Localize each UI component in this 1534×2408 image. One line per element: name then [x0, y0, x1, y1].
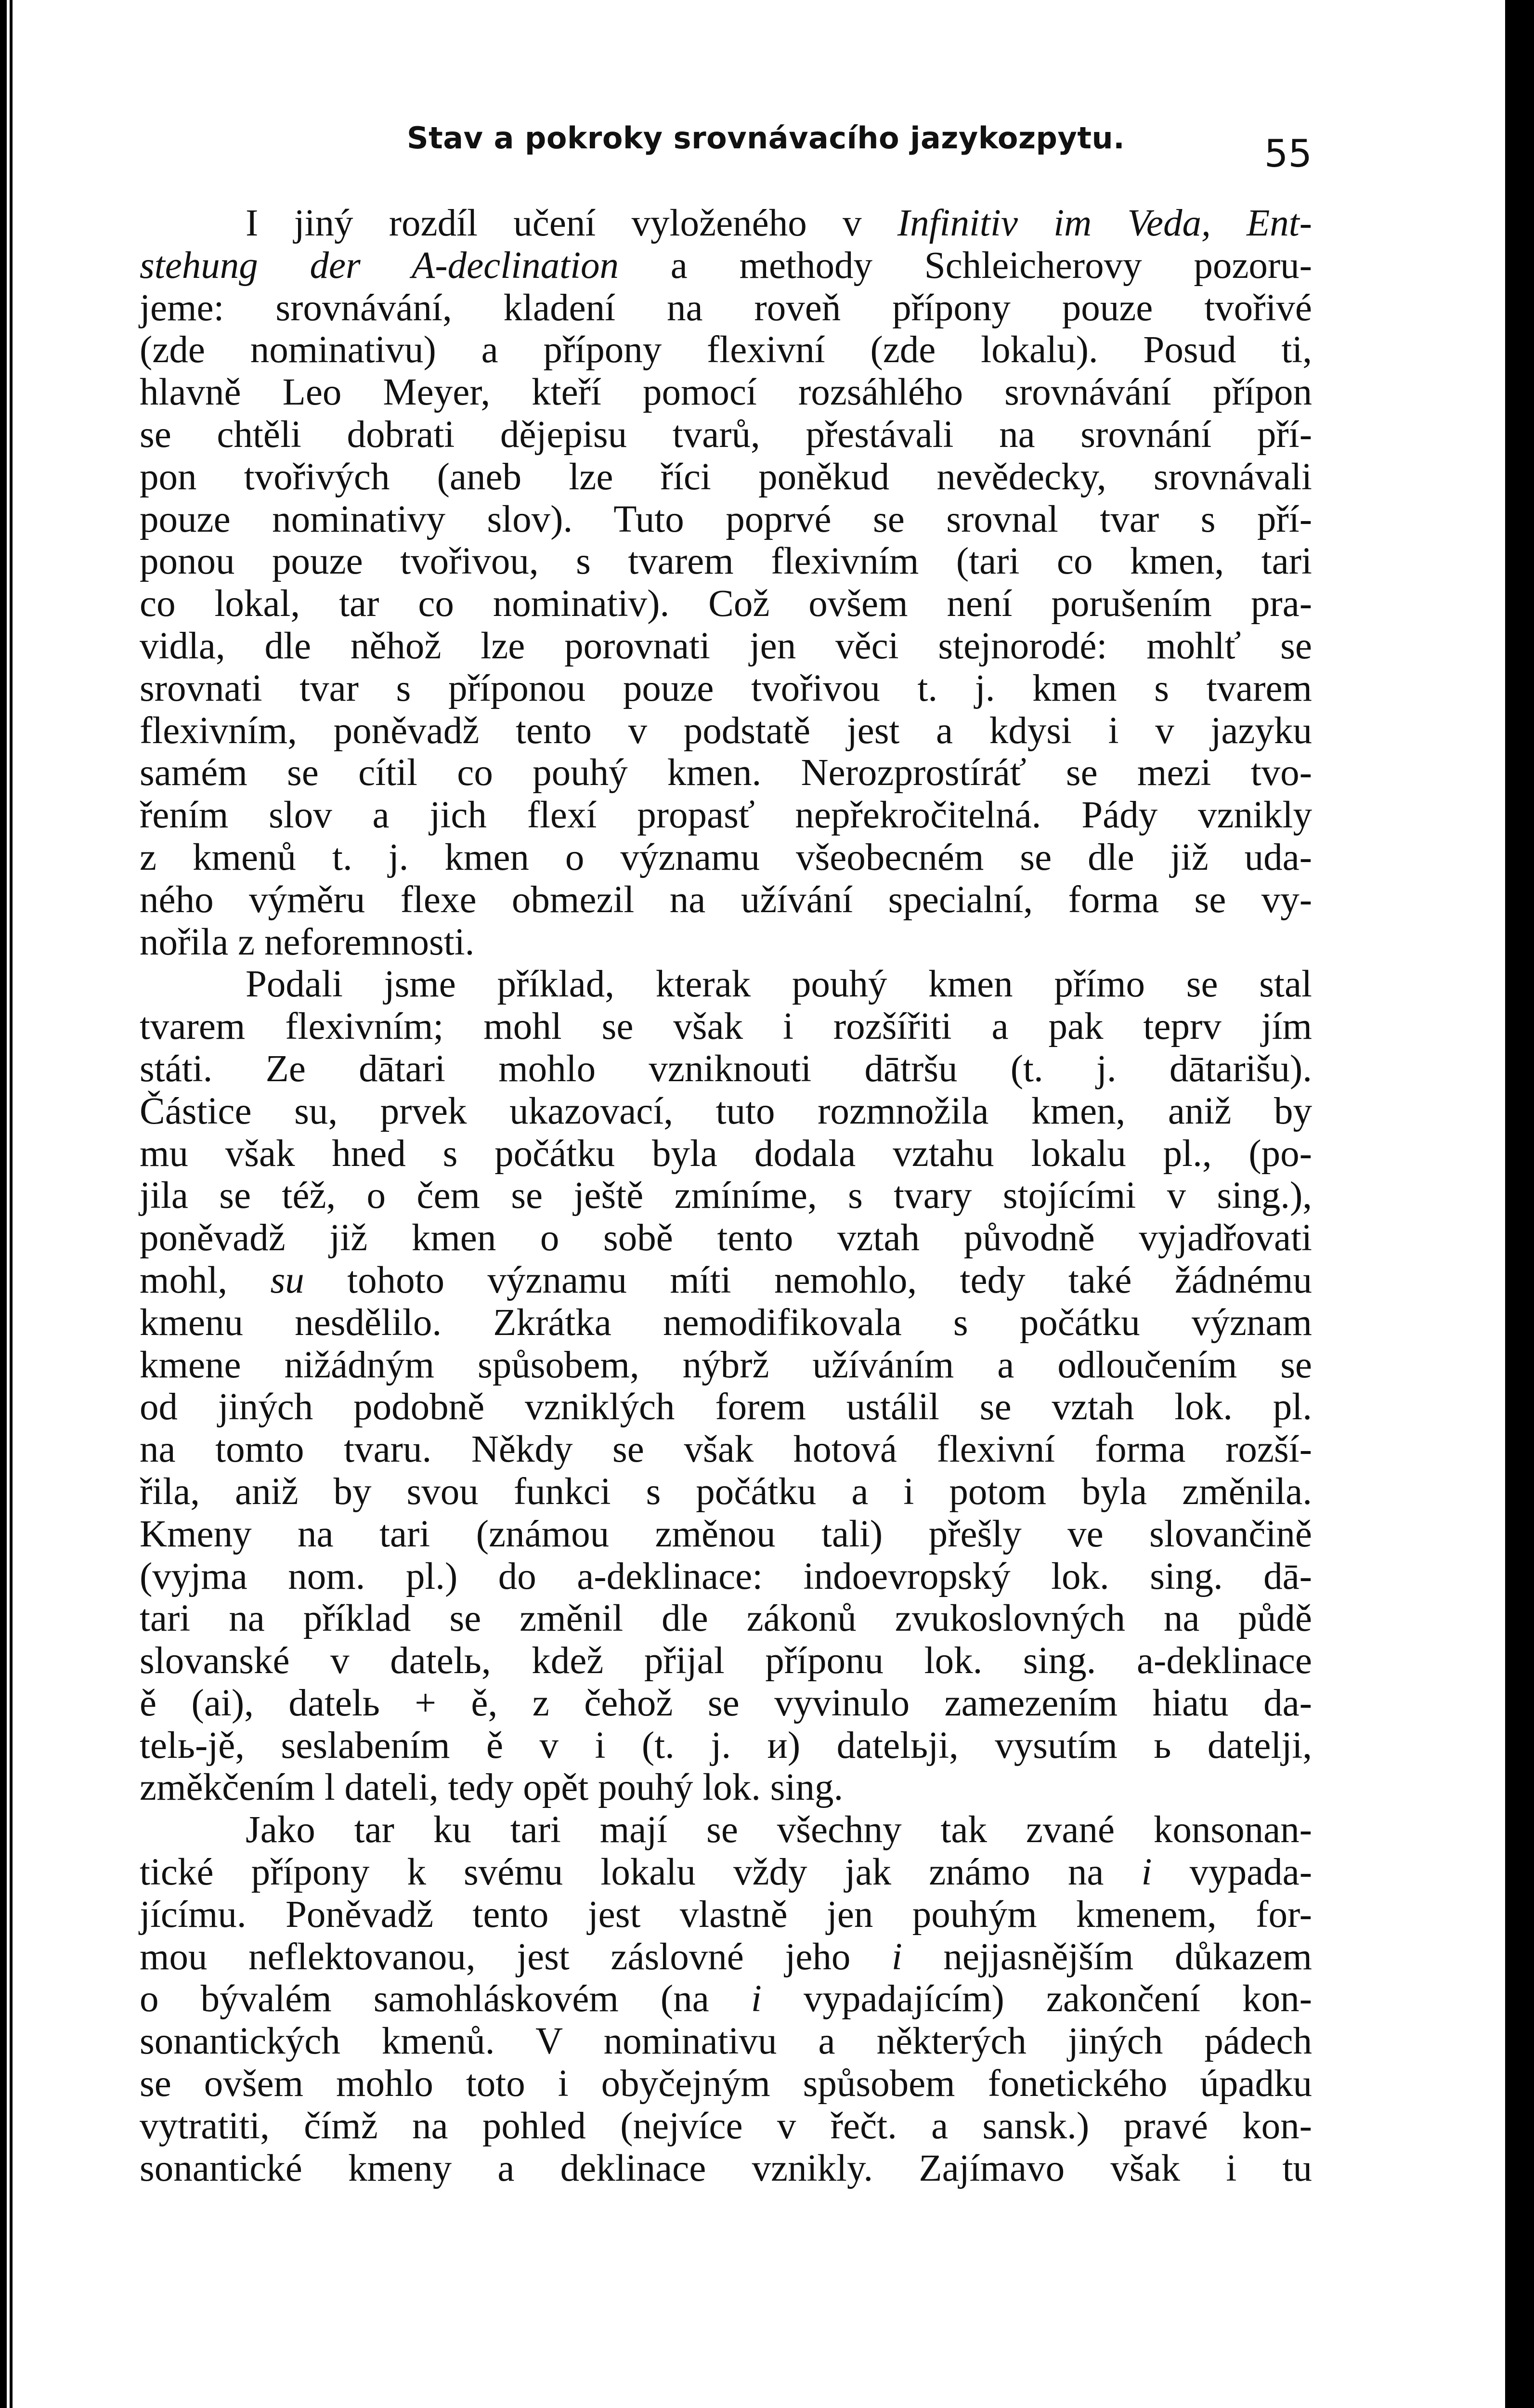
text-line [140, 1428, 1312, 1471]
text-line [140, 1386, 1312, 1428]
text-line [140, 1936, 1312, 1978]
text-run: telь-jě, seslabením ě v i (t. j. и) datelьji, vysutím ь datelji, [140, 1724, 1312, 1767]
text-run: Jako tar ku tari mají se všechny tak zvané konsonan- [246, 1809, 1312, 1851]
text-run: (vyjma nom. pl.) do a-deklinace: indoevropský lok. sing. dā- [140, 1555, 1312, 1597]
text-line [140, 837, 1312, 879]
text-run: tvarem flexivním; mohl se však i rozšířiti a pak teprv jím [140, 1006, 1312, 1048]
text-run: kmene nižádným spůsobem, nýbrž užíváním a odloučením se [140, 1344, 1312, 1386]
italic-run: i [751, 1978, 762, 2020]
text-line [140, 540, 1312, 583]
text-run: pouze nominativy slov). Tuto poprvé se srovnal tvar s pří- [140, 498, 1312, 540]
running-head: Stav a pokroky srovnávacího jazykozpytu. [407, 120, 1125, 156]
scan-edge-left [0, 0, 7, 2408]
text-line [140, 1640, 1312, 1682]
text-run: flexivním, poněvadž tento v podstatě jest a kdysi i v jazyku [140, 709, 1312, 752]
text-line [140, 879, 1312, 921]
text-line [140, 1090, 1312, 1133]
scan-edge-right [1505, 0, 1534, 2408]
italic-run: su [270, 1259, 304, 1301]
text-line [140, 1006, 1312, 1048]
text-line [140, 456, 1312, 498]
text-run: srovnati tvar s příponou pouze tvořivou t. j. kmen s tvarem [140, 667, 1312, 709]
text-line [140, 1556, 1312, 1598]
text-run: o bývalém samohláskovém (na [140, 1978, 751, 2020]
italic-run: i [1141, 1851, 1152, 1894]
text-run: Podali jsme příklad, kterak pouhý kmen přímo se stal [246, 963, 1312, 1006]
text-run: pon tvořivých (aneb lze říci poněkud nevědecky, srovnávali [140, 456, 1312, 498]
text-run: slovanské v datelь, kdež přijal příponu lok. sing. a-deklinace [140, 1640, 1312, 1682]
text-run: a methody Schleicherovy pozoru- [619, 244, 1312, 287]
text-line [140, 287, 1312, 329]
text-run: ě (ai), datelь + ě, z čehož se vyvinulo zamezením hiatu da- [140, 1682, 1312, 1724]
text-run: řením slov a jich flexí propasť nepřekročitelná. Pády vznikly [140, 794, 1312, 837]
book-page [140, 120, 1312, 2189]
text-run: co lokal, tar co nominativ). Což ovšem není porušením pra- [140, 583, 1312, 625]
text-line [140, 371, 1312, 414]
text-line [140, 1344, 1312, 1387]
text-run: ného výměru flexe obmezil na užívání specialní, forma se vy- [140, 878, 1312, 921]
text-run: sonantických kmenů. V nominativu a některých jiných pádech [140, 2020, 1312, 2063]
text-line [140, 1597, 1312, 1640]
text-run: státi. Ze dātari mohlo vzniknouti dātršu (t. j. dātarišu). [140, 1047, 1312, 1090]
text-line [140, 1809, 1312, 1851]
text-run: samém se cítil co pouhý kmen. Nerozprostíráť se mezi tvo- [140, 752, 1312, 794]
text-run: tari na příklad se změnil dle zákonů zvukoslovných na půdě [140, 1597, 1312, 1640]
text-line [140, 245, 1312, 287]
page-number: 55 [1264, 132, 1312, 176]
text-run: nořila z neforemnosti. [140, 921, 475, 963]
text-run: řila, aniž by svou funkci s počátku a i potom byla změnila. [140, 1470, 1312, 1513]
text-line [140, 583, 1312, 625]
text-run: (zde nominativu) a přípony flexivní (zde lokalu). Posud ti, [140, 329, 1312, 371]
text-run: vypada- [1152, 1851, 1313, 1894]
text-line [140, 414, 1312, 456]
text-line [140, 1725, 1312, 1767]
text-run: I jiný rozdíl učení vyloženého v [246, 202, 897, 244]
text-run: mu však hned s počátku byla dodala vztahu lokalu pl., (po- [140, 1132, 1312, 1175]
text-line [140, 1682, 1312, 1725]
text-run: jila se též, o čem se ještě zmíníme, s tvary stojícími v sing.), [140, 1175, 1312, 1217]
italic-run: i [891, 1936, 902, 1978]
text-line [140, 667, 1312, 710]
text-run: kmenu nesdělilo. Zkrátka nemodifikovala s počátku význam [140, 1301, 1312, 1344]
text-run: se ovšem mohlo toto i obyčejným spůsobem fonetického úpadku [140, 2063, 1312, 2105]
text-line [140, 1513, 1312, 1556]
text-line [140, 1894, 1312, 1936]
text-line [140, 202, 1312, 245]
italic-run: Infinitiv im Veda, Ent- [897, 202, 1312, 244]
text-run: vidla, dle něhož lze porovnati jen věci stejnorodé: mohlť se [140, 625, 1312, 667]
page-header [140, 120, 1312, 176]
text-run: vypadajícím) zakončení kon- [761, 1978, 1312, 2020]
text-line [140, 1978, 1312, 2020]
text-line [140, 2147, 1312, 2190]
text-run: jícímu. Poněvadž tento jest vlastně jen pouhým kmenem, for- [140, 1893, 1312, 1936]
text-line [140, 963, 1312, 1006]
text-run: od jiných podobně vzniklých forem ustálil se vztah lok. pl. [140, 1386, 1312, 1428]
text-line [140, 1471, 1312, 1513]
text-line [140, 498, 1312, 541]
text-run: ponou pouze tvořivou, s tvarem flexivním (tari co kmen, tari [140, 540, 1312, 583]
text-line [140, 1767, 1312, 1809]
text-line [140, 794, 1312, 837]
text-line [140, 1259, 1312, 1302]
scan-edge-left-inner [10, 0, 13, 2408]
text-run: tohoto významu míti nemohlo, tedy také žádnému [304, 1259, 1312, 1301]
text-line [140, 1851, 1312, 1894]
italic-run: stehung der A-declination [140, 244, 619, 287]
text-run: poněvadž již kmen o sobě tento vztah původně vyjadřovati [140, 1217, 1312, 1259]
text-run: mou neflektovanou, jest záslovné jeho [140, 1936, 892, 1978]
body-text [140, 202, 1312, 2189]
text-run: na tomto tvaru. Někdy se však hotová flexivní forma rozší- [140, 1428, 1312, 1471]
text-run: tické přípony k svému lokalu vždy jak známo na [140, 1851, 1142, 1894]
text-line [140, 1217, 1312, 1259]
text-line [140, 1175, 1312, 1217]
text-line [140, 625, 1312, 667]
text-line [140, 329, 1312, 371]
text-line [140, 1133, 1312, 1175]
text-run: se chtěli dobrati dějepisu tvarů, přestávali na srovnání pří- [140, 413, 1312, 456]
text-line [140, 1302, 1312, 1344]
text-run: Částice su, prvek ukazovací, tuto rozmnožila kmen, aniž by [140, 1090, 1312, 1132]
text-run: jeme: srovnávání, kladení na roveň přípony pouze tvořivé [140, 287, 1312, 329]
text-run: vytratiti, čímž na pohled (nejvíce v řečt. a sansk.) pravé kon- [140, 2105, 1312, 2147]
text-line [140, 1048, 1312, 1090]
text-run: sonantické kmeny a deklinace vznikly. Zajímavo však i tu [140, 2147, 1312, 2189]
text-run: nejjasnějším důkazem [902, 1936, 1312, 1978]
text-line [140, 2063, 1312, 2105]
text-run: hlavně Leo Meyer, kteří pomocí rozsáhlého srovnávání přípon [140, 371, 1312, 414]
text-line [140, 921, 1312, 964]
text-line [140, 2020, 1312, 2063]
text-run: z kmenů t. j. kmen o významu všeobecném se dle již uda- [140, 836, 1312, 878]
text-run: změkčením l dateli, tedy opět pouhý lok. sing. [140, 1767, 844, 1809]
text-line [140, 2105, 1312, 2147]
text-line [140, 710, 1312, 752]
text-run: mohl, [140, 1259, 271, 1301]
text-run: Kmeny na tari (známou změnou tali) přešly ve slovančině [140, 1513, 1312, 1555]
text-line [140, 752, 1312, 794]
